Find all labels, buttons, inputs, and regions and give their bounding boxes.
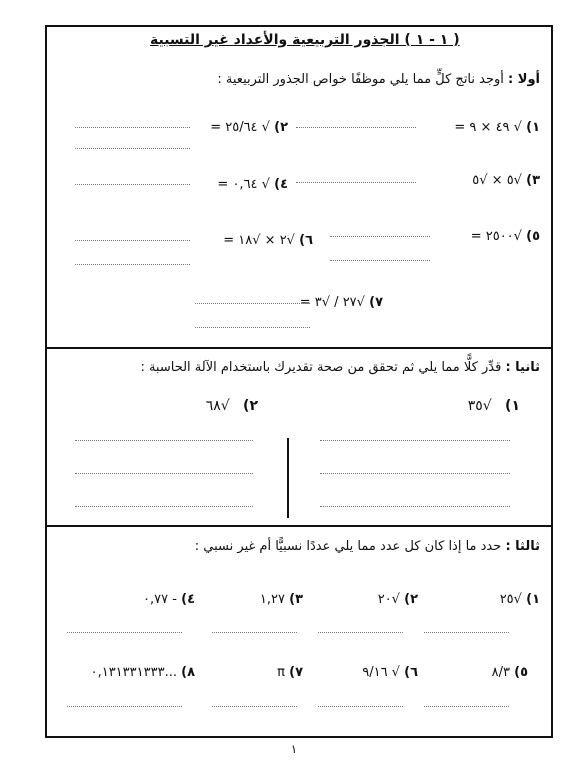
s2-item-1: ١) √٣٥	[467, 398, 520, 414]
column-divider	[287, 438, 289, 518]
answer-line[interactable]	[320, 506, 510, 507]
section-divider-1	[45, 347, 553, 349]
answer-line[interactable]	[75, 184, 190, 185]
s1-item-3: ٣) √٥ × √٥	[472, 173, 540, 188]
s1-item-4: ٤) √ ٠,٦٤ =	[217, 177, 288, 192]
s3-item-2: ٢) √٢٠	[377, 592, 418, 607]
answer-line[interactable]	[67, 706, 182, 707]
section2-label: ثانيا :	[505, 360, 540, 375]
answer-line[interactable]	[296, 127, 416, 128]
answer-line[interactable]	[320, 473, 510, 474]
answer-line[interactable]	[75, 264, 190, 265]
answer-line[interactable]	[75, 506, 253, 507]
s1-item-2: ٢) √ ٢٥/٦٤ =	[210, 120, 288, 135]
section1-instruction: أوجد ناتج كلٍّ مما يلي موظفًا خواص الجذور التربيعية :	[217, 72, 504, 87]
s3-item-5: ٥) ٨/٣	[491, 665, 528, 680]
s3-item-1: ١) √٢٥	[499, 592, 540, 607]
answer-line[interactable]	[318, 632, 403, 633]
section1-label: أولا :	[508, 72, 540, 87]
section3-instruction: حدد ما إذا كان كل عدد مما يلي عددًا نسبيًّا أم غير نسبي :	[194, 539, 502, 554]
section2-instruction: قدِّر كلًّا مما يلي ثم تحقق من صحة تقديرك باستخدام الآلة الحاسبة :	[140, 360, 502, 375]
answer-line[interactable]	[75, 240, 190, 241]
s3-item-6: ٦) √ ٩/١٦	[362, 665, 418, 680]
answer-line[interactable]	[75, 127, 190, 128]
answer-line[interactable]	[330, 260, 430, 261]
section1-heading	[217, 72, 540, 87]
s1-item-1: ١) √ ٤٩ × ٩ =	[454, 120, 540, 135]
answer-line[interactable]	[424, 706, 509, 707]
answer-line[interactable]	[195, 303, 310, 304]
s3-item-8: ٨) ...٠,١٣١٣٣١٣٣٣	[90, 665, 195, 680]
page-number: ١	[290, 742, 298, 756]
answer-line[interactable]	[424, 632, 509, 633]
answer-line[interactable]	[67, 632, 182, 633]
s3-item-3: ٣) ١,٢٧	[259, 592, 303, 607]
section2-heading	[140, 360, 540, 375]
s1-item-6: ٦) √٢ × √١٨ =	[223, 233, 313, 248]
s1-item-5: ٥) √٢٥٠٠ =	[470, 229, 540, 244]
s2-item-2: ٢) √٦٨	[205, 398, 258, 414]
answer-line[interactable]	[330, 236, 430, 237]
answer-line[interactable]	[212, 706, 297, 707]
s3-item-7: ٧) π	[277, 665, 303, 680]
answer-line[interactable]	[296, 182, 416, 183]
answer-line[interactable]	[212, 632, 297, 633]
page-title: ( ١ - ١ ) الجذور التربيعية والأعداد غير التسبية	[150, 32, 460, 48]
section3-label: ثالثا :	[505, 539, 540, 554]
answer-line[interactable]	[75, 473, 253, 474]
answer-line[interactable]	[195, 327, 310, 328]
section3-heading	[195, 539, 540, 554]
section-divider-2	[45, 525, 553, 527]
answer-line[interactable]	[318, 706, 403, 707]
s3-item-4: ٤) - ٠,٧٧	[143, 592, 195, 607]
answer-line[interactable]	[75, 148, 190, 149]
answer-line[interactable]	[320, 440, 510, 441]
s1-item-7: ٧) √٢٧ / √٣ =	[299, 295, 383, 310]
answer-line[interactable]	[75, 440, 253, 441]
